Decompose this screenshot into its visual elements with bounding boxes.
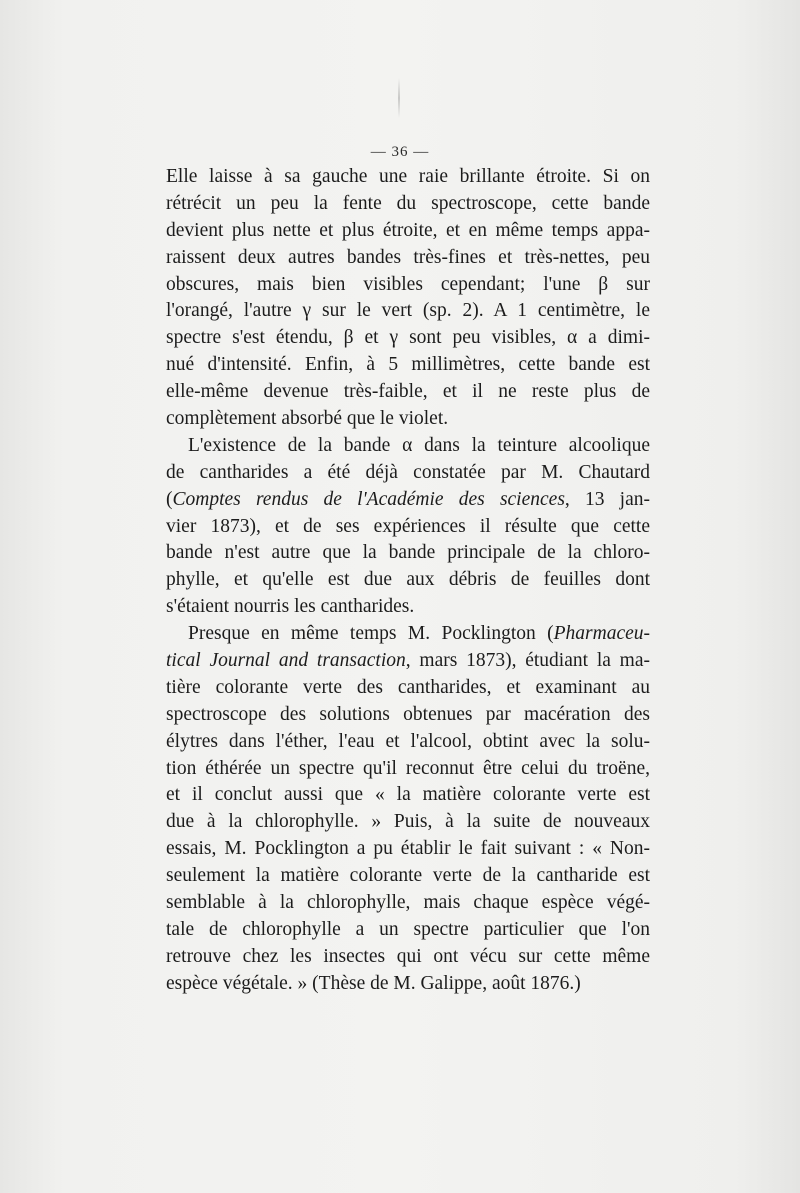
text-segment: obscures, mais bien visibles cependant; l'une β sur bbox=[166, 273, 650, 295]
text-line bbox=[166, 917, 650, 944]
text-segment: nué d'intensité. Enfin, à 5 millimètres, cette bande est bbox=[166, 354, 650, 376]
text-line bbox=[166, 325, 650, 352]
text-segment: de cantharides a été déjà constatée par M. Chautard bbox=[166, 461, 650, 483]
text-line bbox=[166, 191, 650, 218]
text-line bbox=[166, 164, 650, 191]
text-line bbox=[166, 621, 650, 648]
text-line bbox=[166, 406, 650, 433]
text-segment: spectroscope des solutions obtenues par macération des bbox=[166, 703, 650, 725]
text-line bbox=[166, 245, 650, 272]
text-line bbox=[166, 863, 650, 890]
text-line bbox=[166, 836, 650, 863]
text-segment: essais, M. Pocklington a pu établir le fait suivant : « Non- bbox=[166, 838, 650, 860]
text-line bbox=[166, 567, 650, 594]
text-line bbox=[166, 298, 650, 325]
text-line bbox=[166, 540, 650, 567]
text-segment: tion éthérée un spectre qu'il reconnut être celui du troëne, bbox=[166, 757, 650, 779]
text-segment: Presque en même temps M. Pocklington ( bbox=[188, 623, 554, 645]
text-segment: élytres dans l'éther, l'eau et l'alcool, obtint avec la solu- bbox=[166, 730, 650, 752]
text-segment: seulement la matière colorante verte de la cantharide est bbox=[166, 865, 650, 887]
text-segment: tale de chlorophylle a un spectre particulier que l'on bbox=[166, 918, 650, 940]
text-line bbox=[166, 487, 650, 514]
text-segment: bande n'est autre que la bande principale de la chloro- bbox=[166, 542, 650, 564]
text-line bbox=[166, 433, 650, 460]
text-segment: vier 1873), et de ses expériences il résulte que cette bbox=[166, 515, 650, 537]
text-line bbox=[166, 675, 650, 702]
italic-text-segment: Comptes rendus de l'Académie des sciences bbox=[172, 488, 565, 510]
italic-text-segment: tical Journal and transaction bbox=[166, 650, 406, 672]
text-line bbox=[166, 218, 650, 245]
text-segment: spectre s'est étendu, β et γ sont peu visibles, α a dimi- bbox=[166, 327, 650, 349]
text-segment: ( bbox=[166, 488, 173, 510]
text-segment: rétrécit un peu la fente du spectroscope, cette bande bbox=[166, 192, 650, 214]
text-segment: devient plus nette et plus étroite, et en même temps appa- bbox=[166, 219, 650, 241]
text-line bbox=[166, 460, 650, 487]
text-line bbox=[166, 379, 650, 406]
text-segment: s'étaient nourris les cantharides. bbox=[166, 596, 415, 618]
text-segment: , 13 jan- bbox=[564, 488, 651, 510]
body-text bbox=[166, 164, 650, 998]
text-line bbox=[166, 594, 650, 621]
page-fold-mark bbox=[398, 78, 400, 118]
text-segment: phylle, et qu'elle est due aux débris de feuilles dont bbox=[166, 569, 650, 591]
text-segment: semblable à la chlorophylle, mais chaque espèce végé- bbox=[166, 892, 650, 914]
text-segment: espèce végétale. » (Thèse de M. Galippe, août 1876.) bbox=[166, 972, 581, 994]
text-segment: l'orangé, l'autre γ sur le vert (sp. 2). A 1 centimètre, le bbox=[166, 300, 650, 322]
text-line bbox=[166, 648, 650, 675]
text-segment: L'existence de la bande α dans la teinture alcoolique bbox=[188, 434, 650, 456]
italic-text-segment: Pharmaceu- bbox=[553, 623, 650, 645]
text-segment: tière colorante verte des cantharides, et examinant au bbox=[166, 676, 650, 698]
text-segment: raissent deux autres bandes très-fines et très-nettes, peu bbox=[166, 246, 650, 268]
text-line bbox=[166, 782, 650, 809]
page-number: — 36 — bbox=[370, 144, 430, 160]
text-segment: , mars 1873), étudiant la ma- bbox=[405, 650, 650, 672]
text-line bbox=[166, 809, 650, 836]
text-line bbox=[166, 702, 650, 729]
text-line bbox=[166, 890, 650, 917]
text-segment: retrouve chez les insectes qui ont vécu sur cette même bbox=[166, 945, 650, 967]
text-line bbox=[166, 971, 650, 998]
text-segment: et il conclut aussi que « la matière colorante verte est bbox=[166, 784, 650, 806]
text-line bbox=[166, 729, 650, 756]
text-line bbox=[166, 756, 650, 783]
text-line bbox=[166, 944, 650, 971]
text-line bbox=[166, 272, 650, 299]
text-segment: Elle laisse à sa gauche une raie brillante étroite. Si on bbox=[166, 166, 650, 187]
text-line bbox=[166, 352, 650, 379]
text-segment: elle-même devenue très-faible, et il ne reste plus de bbox=[166, 381, 650, 403]
text-line bbox=[166, 514, 650, 541]
text-segment: due à la chlorophylle. » Puis, à la suite de nouveaux bbox=[166, 811, 650, 833]
text-segment: complètement absorbé que le violet. bbox=[166, 408, 449, 430]
